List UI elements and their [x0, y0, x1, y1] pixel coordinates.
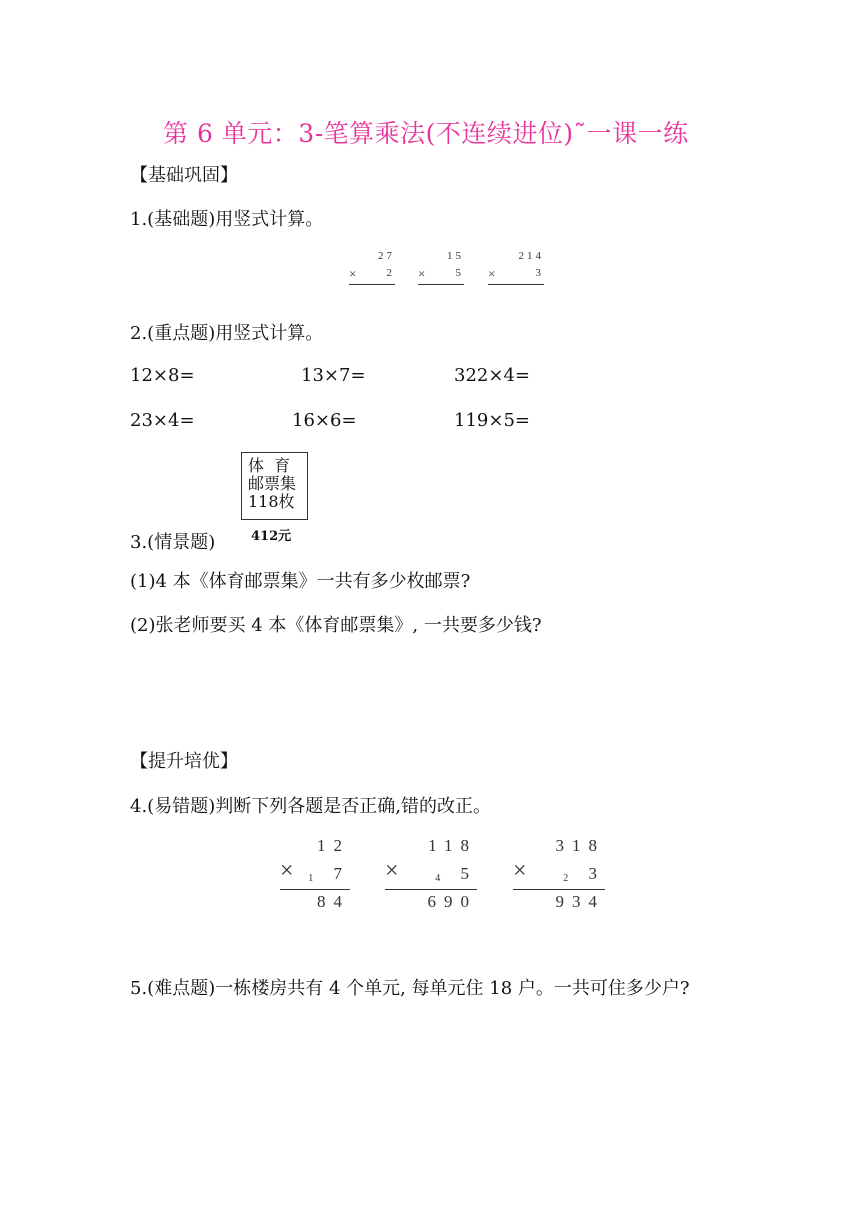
q2-item-6: 119×5=	[454, 410, 530, 431]
calc-3-bottom: 3	[535, 267, 544, 279]
page-title: 第 6 单元：3-笔算乘法(不连续进位)˜一课一练	[163, 119, 689, 148]
err-3-bottom: 3	[588, 864, 605, 883]
question-4-text: 4.(易错题)判断下列各题是否正确,错的改正。	[130, 796, 491, 817]
times-sign: ×	[349, 266, 360, 281]
album-label-line-2: 邮票集	[248, 474, 297, 493]
calc-3-line	[488, 284, 544, 285]
times-sign: ×	[385, 858, 399, 884]
calc-1-top: 27	[378, 250, 395, 262]
vertical-calc-1	[349, 250, 395, 286]
question-5-text: 5.(难点题)一栋楼房共有 4 个单元, 每单元住 18 户。一共可住多少户?	[130, 978, 690, 999]
calc-1-line	[349, 284, 395, 285]
err-1-line	[280, 889, 350, 890]
question-3-text: 3.(情景题)	[130, 532, 216, 553]
calc-3-top: 214	[518, 250, 544, 262]
err-1-top: 12	[317, 836, 350, 855]
times-sign: ×	[488, 266, 499, 281]
album-label-line-1: 体 育	[248, 456, 291, 475]
question-1-text: 1.(基础题)用竖式计算。	[130, 209, 324, 230]
q2-item-2: 13×7=	[301, 365, 366, 386]
err-3-carry: 2	[563, 873, 577, 884]
q2-item-3: 322×4=	[454, 365, 530, 386]
question-3-sub-1: (1)4 本《体育邮票集》一共有多少枚邮票?	[130, 571, 471, 592]
stamp-album-image	[241, 452, 308, 520]
err-2-bottom: 5	[460, 864, 477, 883]
vertical-calc-3	[488, 250, 544, 286]
err-2-result: 690	[427, 892, 477, 911]
error-check-calc-2	[385, 836, 477, 916]
times-sign: ×	[280, 858, 294, 884]
err-1-bottom: 7	[333, 864, 350, 883]
err-2-bottom-row	[435, 864, 477, 884]
err-2-top: 118	[428, 836, 477, 855]
err-3-bottom-row	[563, 864, 605, 884]
err-3-result: 934	[555, 892, 605, 911]
q2-item-5: 16×6=	[292, 410, 357, 431]
section-heading-basic: 【基础巩固】	[130, 165, 238, 186]
err-1-carry: 1	[308, 873, 322, 884]
times-sign: ×	[513, 858, 527, 884]
question-3-sub-2: (2)张老师要买 4 本《体育邮票集》, 一共要多少钱?	[130, 615, 542, 636]
section-heading-advanced: 【提升培优】	[130, 751, 238, 772]
album-price: 412元	[251, 529, 292, 544]
err-1-bottom-row	[308, 864, 350, 884]
err-1-result: 84	[317, 892, 350, 911]
err-3-top: 318	[555, 836, 605, 855]
vertical-calc-2	[418, 250, 464, 286]
error-check-calc-3	[513, 836, 605, 916]
err-2-line	[385, 889, 477, 890]
calc-1-bottom: 2	[386, 267, 395, 279]
q2-item-1: 12×8=	[130, 365, 195, 386]
calc-2-line	[418, 284, 464, 285]
calc-2-bottom: 5	[455, 267, 464, 279]
err-3-line	[513, 889, 605, 890]
times-sign: ×	[418, 266, 429, 281]
q2-item-4: 23×4=	[130, 410, 195, 431]
error-check-calc-1	[280, 836, 350, 916]
album-label-line-3: 118枚	[248, 492, 295, 511]
calc-2-top: 15	[447, 250, 464, 262]
err-2-carry: 4	[435, 873, 449, 884]
question-2-text: 2.(重点题)用竖式计算。	[130, 323, 324, 344]
